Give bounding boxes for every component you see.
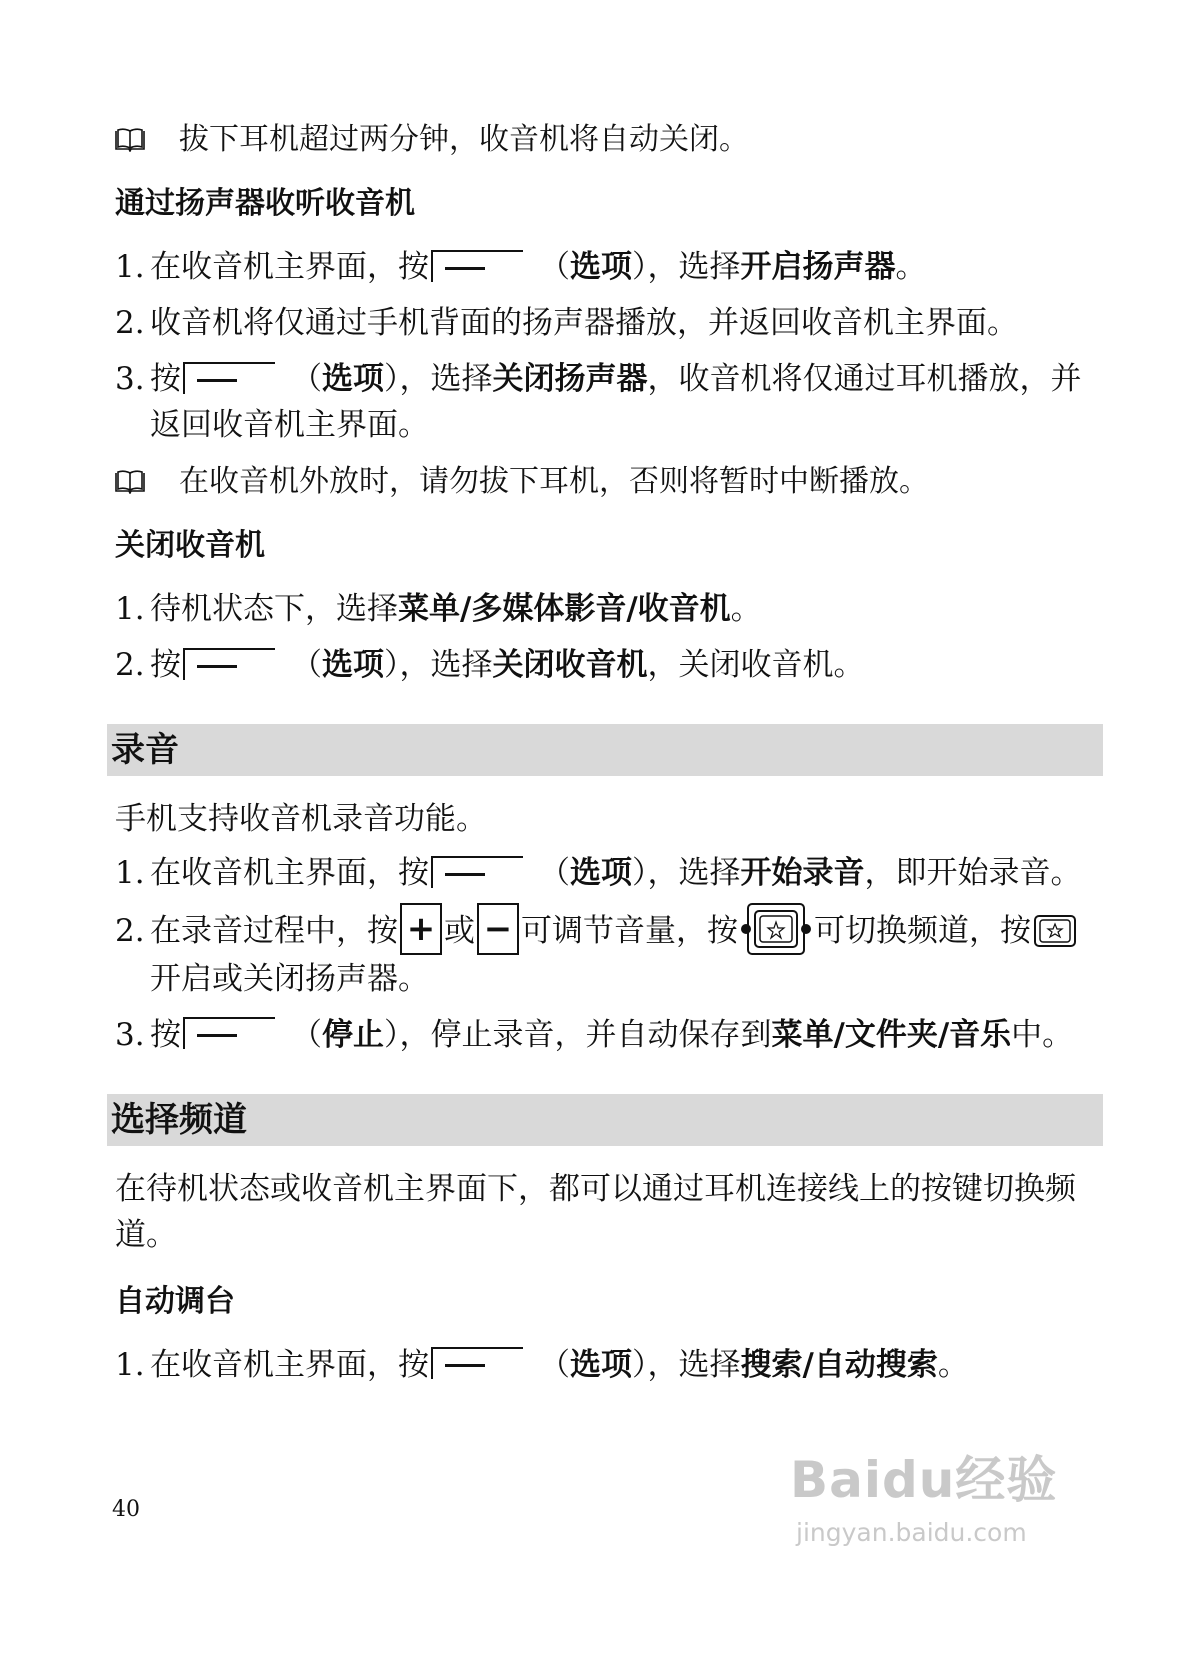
- text-run: （: [539, 249, 570, 285]
- list-text: [150, 1012, 1085, 1058]
- text-run: ），选择: [632, 249, 741, 285]
- left-softkey-icon: [431, 856, 523, 888]
- menu-option: 开启扬声器: [740, 249, 896, 285]
- section-title-close: 关闭收音机: [115, 528, 265, 563]
- menu-path: 菜单/多媒体影音/收音机: [398, 591, 731, 627]
- list-item: [115, 1342, 1085, 1388]
- text-run: ），选择: [632, 1346, 741, 1383]
- book-icon: [115, 470, 145, 494]
- text-run: ），选择: [632, 855, 741, 891]
- section-band-record: 录音: [107, 724, 1103, 776]
- page-number: 40: [112, 1497, 140, 1522]
- text-run: ），选择: [384, 647, 493, 683]
- volume-down-key-icon: −: [477, 903, 519, 955]
- list-number: 1.: [115, 591, 145, 627]
- text-run: 。: [937, 1346, 969, 1383]
- text-run: 按: [150, 1016, 181, 1053]
- text-run: 在录音过程中，按: [150, 913, 398, 949]
- text-run: ），停止录音，并自动保存到: [384, 1016, 772, 1053]
- note-unplug-headset: [115, 118, 1085, 162]
- list-number: 2.: [115, 305, 145, 341]
- list-number: 1.: [115, 855, 145, 891]
- text-run: 开启或关闭扬声器。: [150, 960, 429, 997]
- text-run: 中。: [1011, 1016, 1074, 1053]
- list-text: [150, 850, 1085, 896]
- section-title-speaker: 通过扬声器收听收音机: [115, 186, 415, 221]
- channel-intro: 在待机状态或收音机主界面下，都可以通过耳机连接线上的按键切换频道。: [115, 1170, 1076, 1253]
- text-run: ，关闭收音机。: [647, 647, 865, 683]
- note-text: 拔下耳机超过两分钟，收音机将自动关闭。: [179, 122, 749, 157]
- list-item: [115, 300, 1085, 346]
- list-item: [115, 642, 1085, 688]
- left-softkey-icon: [183, 648, 275, 680]
- left-softkey-icon: [431, 1347, 523, 1379]
- left-softkey-icon: [431, 250, 523, 282]
- menu-path: 菜单/文件夹/音乐: [771, 1016, 1012, 1053]
- text-run: 。: [895, 249, 927, 285]
- text-run: （: [291, 1016, 322, 1053]
- record-intro: 手机支持收音机录音功能。: [115, 801, 487, 837]
- list-item: [115, 850, 1085, 896]
- list-text: [150, 356, 1085, 448]
- note-text: 在收音机外放时，请勿拔下耳机，否则将暂时中断播放。: [179, 464, 929, 499]
- baidu-watermark: [790, 1440, 1060, 1580]
- volume-up-key-icon: +: [400, 903, 442, 955]
- list-item: [115, 586, 1085, 632]
- list-item: [115, 908, 1085, 1002]
- menu-option: 关闭扬声器: [492, 361, 648, 397]
- text-run: ，收音机将仅通过耳机播放，并返回收音机主界面。: [150, 361, 1082, 443]
- section-title-auto-tune: 自动调台: [115, 1283, 235, 1319]
- left-softkey-icon: [183, 362, 275, 394]
- keyword: 选项: [322, 361, 384, 397]
- text-run: 待机状态下，选择: [150, 591, 398, 627]
- text-run: 可切换频道，按: [814, 913, 1031, 949]
- list-number: 3.: [115, 361, 145, 397]
- text-run: 按: [150, 647, 181, 683]
- text-run: （: [291, 361, 322, 397]
- list-number: 1.: [115, 249, 145, 285]
- menu-option: 开始录音: [740, 855, 865, 891]
- list-item: [115, 1012, 1085, 1058]
- menu-path: 搜索/自动搜索: [740, 1346, 938, 1383]
- keyword: 选项: [570, 1346, 632, 1383]
- left-softkey-icon: [183, 1017, 275, 1049]
- list-number: 2.: [115, 647, 145, 683]
- list-item: [115, 244, 1085, 290]
- section-band-channel: 选择频道: [107, 1094, 1103, 1146]
- keyword: 选项: [322, 647, 384, 683]
- text-run: 按: [150, 361, 181, 397]
- list-text: [150, 642, 1085, 688]
- text-run: 或: [444, 913, 475, 949]
- list-item: [115, 356, 1085, 448]
- list-number: 3.: [115, 1016, 145, 1053]
- keyword: 选项: [570, 855, 632, 891]
- text-run: （: [539, 1346, 570, 1383]
- list-text: [150, 244, 1085, 290]
- text-run: 。: [730, 591, 762, 627]
- list-number: 2.: [115, 913, 145, 949]
- text-run: ），选择: [384, 361, 493, 397]
- text-run: 可调节音量，按: [521, 913, 738, 949]
- list-text: [150, 586, 1085, 632]
- text-run: （: [539, 855, 570, 891]
- menu-option: 关闭收音机: [492, 647, 648, 683]
- list-text: 收音机将仅通过手机背面的扬声器播放，并返回收音机主界面。: [150, 305, 1018, 341]
- text-run: 在收音机主界面，按: [150, 1346, 429, 1383]
- note-external-speaker: [115, 460, 1085, 504]
- nav-key-icon: [740, 902, 812, 956]
- text-run: ，即开始录音。: [864, 855, 1082, 891]
- keyword: 选项: [570, 249, 632, 285]
- list-text: [150, 908, 1085, 1002]
- watermark-logo: Baidu经验: [790, 1451, 1058, 1509]
- keyword: 停止: [322, 1016, 384, 1053]
- list-number: 1.: [115, 1346, 145, 1383]
- list-text: [150, 1342, 1085, 1388]
- page-content: [111, 118, 1085, 1398]
- text-run: 在收音机主界面，按: [150, 855, 429, 891]
- center-key-icon: [1033, 914, 1077, 948]
- text-run: （: [291, 647, 322, 683]
- watermark-url: jingyan.baidu.com: [796, 1518, 1027, 1547]
- text-run: 在收音机主界面，按: [150, 249, 429, 285]
- book-icon: [115, 128, 145, 152]
